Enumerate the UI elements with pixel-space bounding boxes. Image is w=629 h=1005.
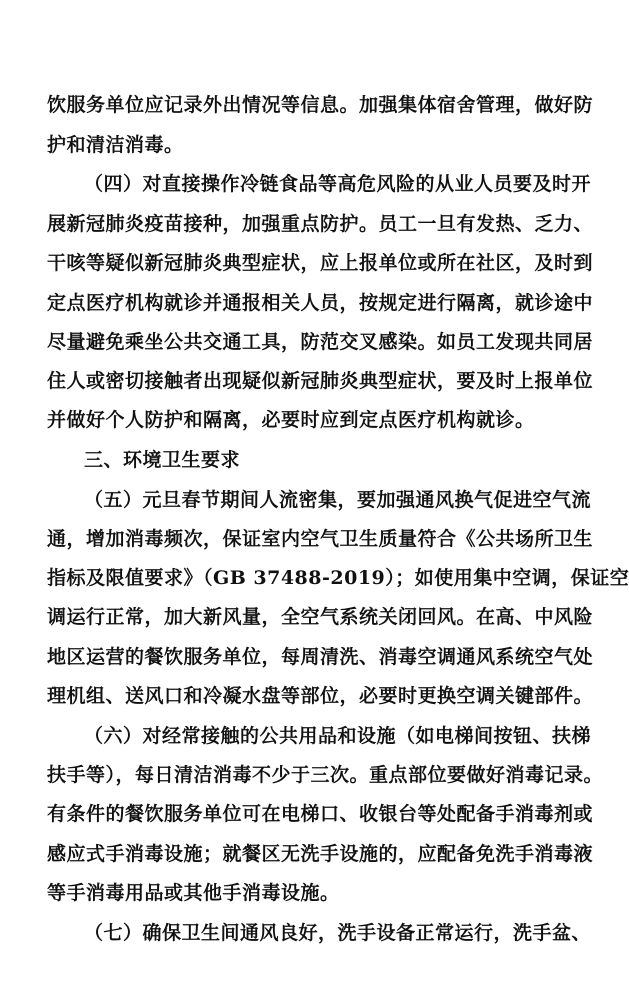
paragraph-seven-start: （七）确保卫生间通风良好，洗手设备正常运行，洗手盆、 [84,922,592,944]
text-line: 定点医疗机构就诊并通报相关人员，按规定进行隔离，就诊途中 [47,292,594,314]
text-line: 地区运营的餐饮服务单位，每周清洗、消毒空调通风系统空气处 [47,646,594,668]
section-heading: 三、环境卫生要求 [84,449,241,471]
text-line: 有条件的餐饮服务单位可在电梯口、收银台等处配备手消毒剂或 [47,803,594,825]
paragraph-six-start: （六）对经常接触的公共用品和设施（如电梯间按钮、扶梯 [84,725,592,747]
text-line: 调运行正常，加大新风量，全空气系统关闭回风。在高、中风险 [47,606,594,628]
text-line: 扶手等），每日清洁消毒不少于三次。重点部位要做好消毒记录。 [47,764,604,786]
text-line: 住人或密切接触者出现疑似新冠肺炎典型症状，要及时上报单位 [47,370,594,392]
paragraph-five-start: （五）元旦春节期间人流密集，要加强通风换气促进空气流 [84,489,592,511]
text-line: 展新冠肺炎疫苗接种，加强重点防护。员工一旦有发热、乏力、 [47,213,594,235]
text-line: 指标及限值要求》（GB 37488-2019）；如使用集中空调，保证空 [47,567,629,589]
text-line: 通，增加消毒频次，保证室内空气卫生质量符合《公共场所卫生 [47,528,594,550]
text-line: 并做好个人防护和隔离，必要时应到定点医疗机构就诊。 [47,409,535,431]
text-line: 尽量避免乘坐公共交通工具，防范交叉感染。如员工发现共同居 [47,331,594,353]
text-line: 护和清洁消毒。 [47,134,184,156]
text-line: 感应式手消毒设施；就餐区无洗手设施的，应配备免洗手消毒液 [47,843,594,865]
text-line: 等手消毒用品或其他手消毒设施。 [47,882,340,904]
text-line: 饮服务单位应记录外出情况等信息。加强集体宿舍管理，做好防 [47,94,594,116]
text-line: 干咳等疑似新冠肺炎典型症状，应上报单位或所在社区，及时到 [47,252,594,274]
paragraph-four-start: （四）对直接操作冷链食品等高危风险的从业人员要及时开 [84,173,592,195]
text-line: 理机组、送风口和冷凝水盘等部位，必要时更换空调关键部件。 [47,685,594,707]
